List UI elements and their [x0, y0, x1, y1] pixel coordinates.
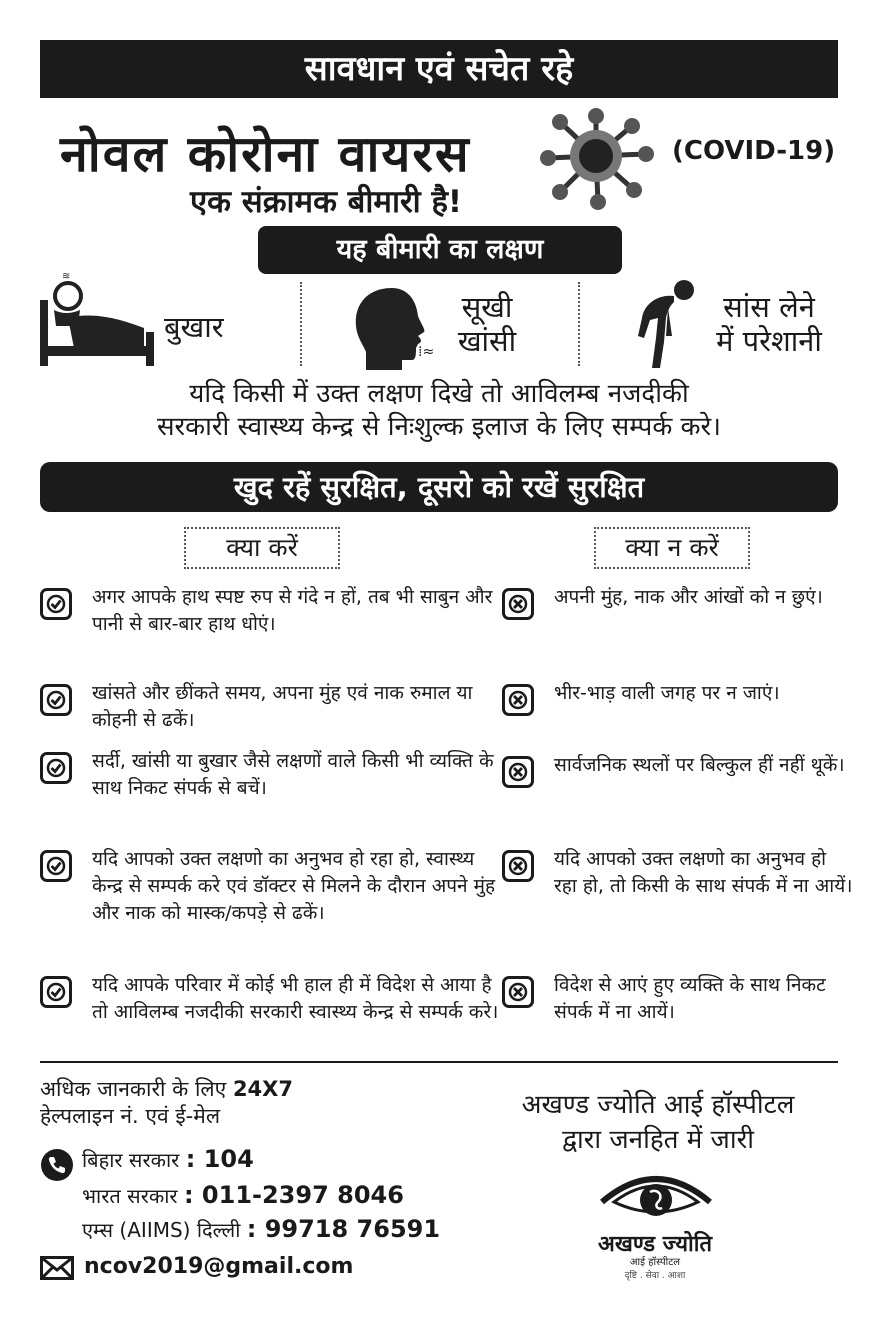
- contact-bihar: [82, 1144, 254, 1175]
- svg-text:≋: ≋: [62, 271, 71, 282]
- helpline-info: [40, 1076, 460, 1130]
- cross-icon: [502, 588, 534, 620]
- virus-icon: [536, 108, 666, 212]
- issuer-line2: द्वारा जनहित में जारी: [562, 1125, 754, 1155]
- helpline-info-line2: हेल्पलाइन नं. एवं ई-मेल: [40, 1104, 221, 1128]
- logo-tagline: दृष्टि . सेवा . आशा: [624, 1271, 686, 1281]
- dont-item-text: सार्वजनिक स्थलों पर बिल्कुल हीं नहीं थूकें।: [554, 754, 845, 776]
- advice-text: [30, 378, 848, 444]
- symptom-breath-label: [694, 290, 844, 358]
- breathless-person-icon: [628, 278, 698, 370]
- symptom-cough-label: [442, 290, 532, 358]
- covid-tag: (COVID-19): [672, 136, 836, 166]
- contact-aiims-number[interactable]: : 99718 76591: [246, 1215, 441, 1243]
- page-subtitle: एक संक्रामक बीमारी है!: [190, 184, 463, 220]
- issuer-text: [468, 1088, 848, 1158]
- symptom-fever-label: बुखार: [164, 310, 224, 344]
- check-icon: [40, 850, 72, 882]
- check-icon: [40, 588, 72, 620]
- contact-bihar-number[interactable]: : 104: [185, 1145, 254, 1173]
- do-item-text: यदि आपको उक्त लक्षणो का अनुभव हो रहा हो, स्वास्थ्य केन्द्र से सम्पर्क करे एवं डॉक्टर से मिलने के दौरान अपने मुंह और नाक को मास्क/कपड़े से ढकें।: [92, 848, 496, 924]
- contact-india-label: भारत सरकार: [82, 1184, 178, 1208]
- page-title: नोवल कोरोना वायरस: [60, 125, 471, 183]
- issuer-line1: अखण्ड ज्योति आई हॉस्पीटल: [521, 1090, 795, 1120]
- advice-line2: सरकारी स्वास्थ्य केन्द्र से निःशुल्क इलाज के लिए सम्पर्क करे।: [156, 412, 722, 442]
- dont-item-text: विदेश से आएं हुए व्यक्ति के साथ निकट संपर्क में ना आयें।: [554, 974, 826, 1023]
- cross-icon: [502, 976, 534, 1008]
- cross-icon: [502, 850, 534, 882]
- advice-line1: यदि किसी में उक्त लक्षण दिखे तो आविलम्ब नजदीकी: [189, 379, 689, 409]
- contact-aiims: [82, 1214, 440, 1245]
- phone-icon: [40, 1148, 74, 1182]
- email-link[interactable]: ncov2019@gmail.com: [84, 1254, 354, 1279]
- svg-text:⁞≈: ⁞≈: [418, 344, 435, 360]
- check-icon: [40, 684, 72, 716]
- top-banner: सावधान एवं सचेत रहे: [40, 40, 838, 98]
- cross-icon: [502, 756, 534, 788]
- cross-icon: [502, 684, 534, 716]
- check-icon: [40, 976, 72, 1008]
- helpline-hours: 24X7: [232, 1077, 293, 1101]
- logo-subtitle: आई हॉस्पीटल: [629, 1257, 681, 1268]
- do-item-text: खांसते और छींकते समय, अपना मुंह एवं नाक रुमाल या कोहनी से ढकें।: [92, 682, 473, 731]
- do-item-text: यदि आपके परिवार में कोई भी हाल ही में विदेश से आया है तो आविलम्ब नजदीकी सरकारी स्वास्थ्य केन्द्र से सम्पर्क करे।: [92, 974, 499, 1023]
- symptoms-heading: यह बीमारी का लक्षण: [258, 226, 622, 274]
- do-item-text: सर्दी, खांसी या बुखार जैसे लक्षणों वाले किसी भी व्यक्ति के साथ निकट संपर्क से बचें।: [92, 750, 494, 799]
- dont-item-text: यदि आपको उक्त लक्षणो का अनुभव हो रहा हो, तो किसी के साथ संपर्क में ना आयें।: [554, 848, 853, 897]
- logo-name: अखण्ड ज्योति: [598, 1232, 712, 1257]
- symptom-divider: [300, 282, 302, 366]
- dont-item-text: भीर-भाड़ वाली जगह पर न जाएं।: [554, 682, 780, 704]
- sick-in-bed-icon: [38, 270, 158, 370]
- helpline-info-line1: अधिक जानकारी के लिए: [40, 1077, 227, 1101]
- dos-heading: क्या करें: [184, 527, 340, 569]
- symptom-cough-line2: खांसी: [457, 324, 517, 358]
- mail-icon: [40, 1256, 74, 1280]
- dont-item-text: अपनी मुंह, नाक और आंखों को न छुएं।: [554, 586, 823, 608]
- symptom-divider: [578, 282, 580, 366]
- contact-bihar-label: बिहार सरकार: [82, 1148, 180, 1172]
- contact-india: [82, 1180, 404, 1211]
- contact-india-number[interactable]: : 011-2397 8046: [183, 1181, 404, 1209]
- hospital-eye-logo-icon: [596, 1168, 716, 1232]
- symptom-breath-line2: में परेशानी: [716, 324, 822, 358]
- do-item-text: अगर आपके हाथ स्पष्ट रुप से गंदे न हों, तब भी साबुन और पानी से बार-बार हाथ धोएं।: [92, 586, 493, 635]
- contact-aiims-label: एम्स (AIIMS) दिल्ली: [82, 1218, 241, 1242]
- symptom-breath-line1: सांस लेने: [723, 290, 815, 324]
- donts-heading: क्या न करें: [594, 527, 750, 569]
- check-icon: [40, 752, 72, 784]
- coughing-head-icon: [352, 286, 442, 370]
- safety-banner: खुद रहें सुरक्षित, दूसरो को रखें सुरक्षित: [40, 462, 838, 512]
- footer-divider: [40, 1061, 838, 1063]
- symptom-cough-line1: सूखी: [461, 290, 513, 324]
